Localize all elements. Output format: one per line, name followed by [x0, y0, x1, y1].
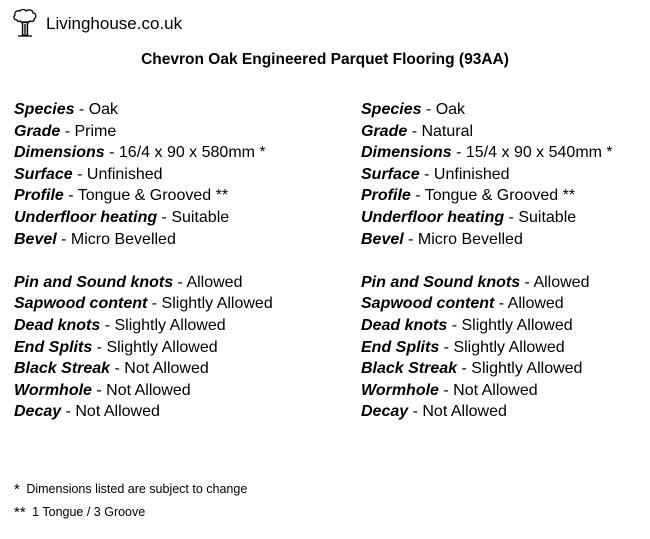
spec-value: - Slightly Allowed — [147, 295, 273, 313]
spec-label: Black Streak — [14, 360, 111, 378]
footnote-text: 1 Tongue / 3 Groove — [32, 505, 146, 519]
spec-value: - Slightly Allowed — [100, 316, 226, 334]
footnote-mark: ** — [14, 504, 26, 521]
spec-value: - 15/4 x 90 x 540mm * — [451, 144, 613, 162]
spec-row — [361, 272, 650, 294]
spec-value: - Not Allowed — [408, 403, 507, 421]
footnote-profile — [14, 501, 247, 524]
spec-value: - Tongue & Grooved ** — [410, 187, 576, 205]
spec-label: Surface — [14, 165, 73, 183]
spec-label: Surface — [361, 165, 420, 183]
spec-label: End Splits — [14, 338, 93, 356]
spec-value: - Micro Bevelled — [56, 230, 176, 248]
spec-label: Pin and Sound knots — [361, 273, 521, 291]
spec-value: - Tongue & Grooved ** — [63, 187, 229, 205]
footnote-text: Dimensions listed are subject to change — [26, 482, 248, 496]
spec-value: - Not Allowed — [91, 381, 191, 399]
spec-row — [14, 185, 334, 207]
spec-row — [361, 121, 650, 143]
spec-row — [361, 229, 650, 251]
spec-row — [14, 142, 334, 164]
spec-value: - Slightly Allowed — [439, 338, 565, 356]
spec-value: - Allowed — [520, 273, 590, 291]
spec-row — [14, 121, 334, 143]
spec-label: Sapwood content — [361, 295, 495, 313]
spec-label: Dimensions — [14, 144, 105, 162]
spec-label: Decay — [14, 403, 62, 421]
spec-value: - Natural — [407, 122, 474, 140]
spec-label: Dimensions — [361, 144, 452, 162]
spec-value: - Oak — [74, 101, 119, 118]
spec-label: Wormhole — [14, 381, 92, 399]
spec-row — [14, 272, 334, 294]
spec-row — [361, 185, 650, 207]
spec-column-left — [14, 99, 334, 423]
spec-row — [14, 99, 334, 121]
spec-value: - Oak — [421, 101, 466, 118]
spec-row — [361, 315, 650, 337]
spec-label: Underfloor heating — [361, 208, 505, 226]
spec-label: Underfloor heating — [14, 208, 158, 226]
spec-label: Dead knots — [14, 316, 101, 334]
site-logo — [12, 8, 182, 38]
spec-value: - Suitable — [157, 208, 230, 226]
footnotes — [14, 478, 247, 524]
spec-label: Decay — [361, 403, 409, 421]
tree-icon — [12, 9, 38, 37]
spec-value: - Prime — [60, 122, 117, 140]
spec-label: Black Streak — [361, 360, 458, 378]
spec-label: Grade — [14, 122, 61, 140]
group-spacer — [14, 250, 334, 272]
spec-row — [14, 164, 334, 186]
spec-row — [361, 164, 650, 186]
spec-column-right — [361, 99, 650, 423]
spec-label: Bevel — [361, 230, 404, 248]
spec-label: Sapwood content — [14, 295, 148, 313]
spec-value: - Allowed — [173, 273, 243, 291]
spec-value: - Slightly Allowed — [92, 338, 218, 356]
spec-row — [361, 337, 650, 359]
spec-row — [14, 315, 334, 337]
spec-row — [361, 207, 650, 229]
spec-value: - Suitable — [504, 208, 577, 226]
spec-row — [361, 99, 650, 121]
spec-value: - Unfinished — [419, 165, 510, 183]
spec-value: - 16/4 x 90 x 580mm * — [104, 144, 266, 162]
spec-label: Pin and Sound knots — [14, 273, 174, 291]
spec-row — [14, 207, 334, 229]
spec-value: - Not Allowed — [110, 360, 209, 378]
spec-row — [361, 401, 650, 423]
spec-value: - Slightly Allowed — [447, 316, 573, 334]
group-spacer — [361, 250, 650, 272]
spec-value: - Unfinished — [72, 165, 163, 183]
spec-row — [14, 229, 334, 251]
spec-label: Profile — [361, 187, 411, 205]
page-title: Chevron Oak Engineered Parquet Flooring (93AA) — [141, 51, 509, 68]
spec-value: - Not Allowed — [61, 403, 160, 421]
footnote-dimensions — [14, 478, 247, 501]
spec-row — [14, 380, 334, 402]
spec-label: Bevel — [14, 230, 57, 248]
spec-label: Profile — [14, 187, 64, 205]
spec-label: Wormhole — [361, 381, 439, 399]
footnote-mark: * — [14, 481, 20, 498]
logo-text: Livinghouse.co.uk — [46, 13, 183, 33]
spec-label: Grade — [361, 122, 408, 140]
spec-row — [361, 358, 650, 380]
spec-value: - Slightly Allowed — [457, 360, 583, 378]
spec-label: Species — [14, 101, 75, 118]
spec-value: - Not Allowed — [438, 381, 538, 399]
spec-value: - Micro Bevelled — [403, 230, 523, 248]
spec-row — [14, 358, 334, 380]
spec-label: Dead knots — [361, 316, 448, 334]
spec-row — [361, 380, 650, 402]
spec-label: Species — [361, 101, 422, 118]
spec-row — [361, 293, 650, 315]
spec-row — [14, 401, 334, 423]
spec-row — [361, 142, 650, 164]
spec-row — [14, 293, 334, 315]
spec-label: End Splits — [361, 338, 440, 356]
spec-row — [14, 337, 334, 359]
spec-value: - Allowed — [494, 295, 564, 313]
